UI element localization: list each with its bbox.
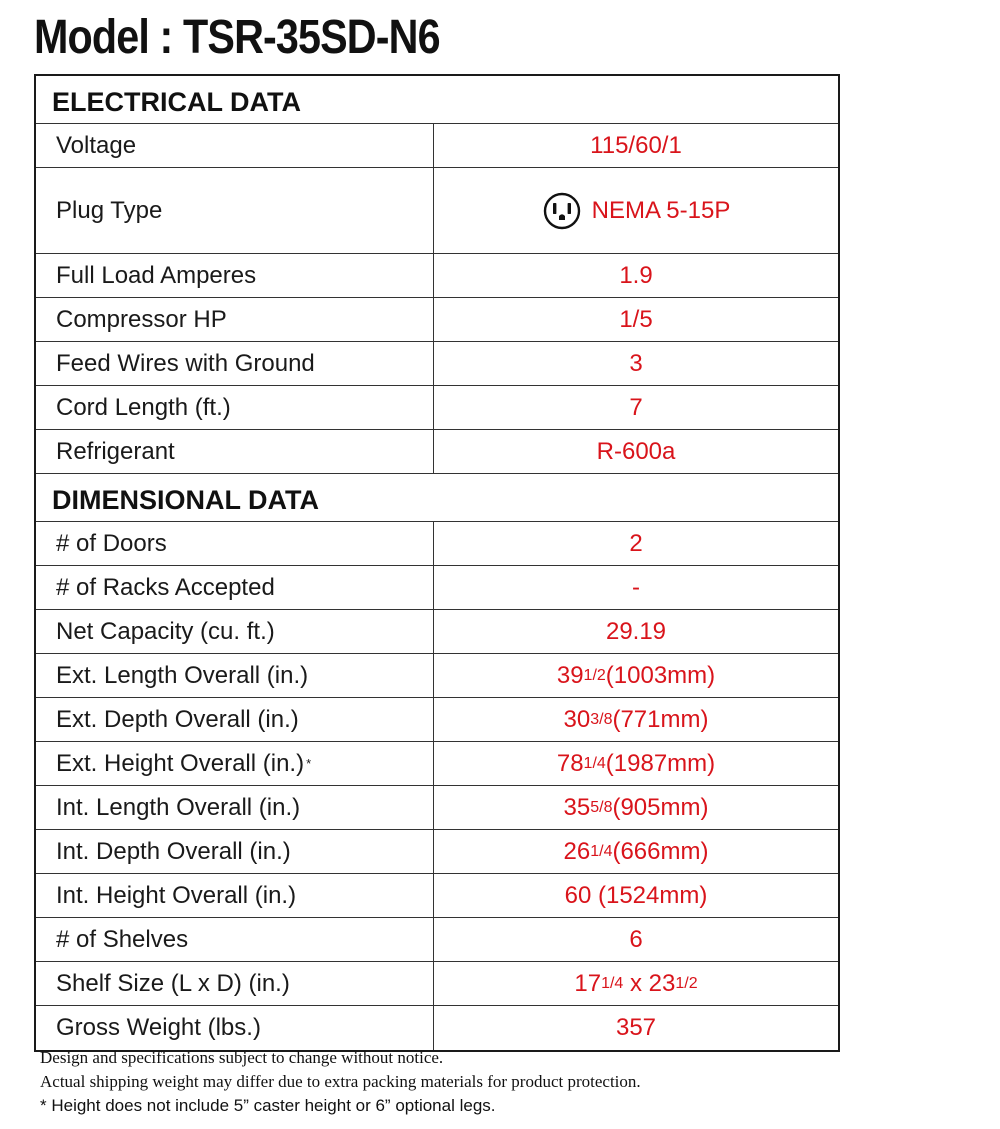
row-label: Int. Length Overall (in.)	[36, 786, 434, 829]
section-heading-electrical: ELECTRICAL DATA	[36, 76, 838, 124]
row-label: Shelf Size (L x D) (in.)	[36, 962, 434, 1005]
row-value: 1.9	[619, 261, 653, 289]
row-label: Int. Height Overall (in.)	[36, 874, 434, 917]
value-fraction: 1/2	[675, 974, 698, 992]
row-label: Refrigerant	[36, 430, 434, 473]
row-value	[434, 698, 838, 741]
table-row-refrigerant	[36, 430, 838, 474]
table-row-compressor-hp	[36, 298, 838, 342]
table-row-feed-wires	[36, 342, 838, 386]
table-row-plug-type	[36, 168, 838, 254]
footnote-design: Design and specifications subject to change without notice.	[40, 1048, 444, 1067]
value-metric: (1003mm)	[605, 661, 716, 689]
row-value: 3	[629, 349, 643, 377]
nema-plug-icon	[542, 191, 582, 231]
value-whole: 17	[574, 969, 602, 997]
table-row-voltage	[36, 124, 838, 168]
section-heading-dimensional: DIMENSIONAL DATA	[36, 474, 838, 522]
row-value: 115/60/1	[590, 131, 682, 159]
table-row-gross-weight	[36, 1006, 838, 1050]
row-label: Voltage	[36, 124, 434, 167]
table-row-net-capacity	[36, 610, 838, 654]
value-fraction: 1/4	[583, 754, 606, 772]
value-fraction: 1/4	[590, 842, 613, 860]
table-row-ext-length	[36, 654, 838, 698]
value-whole: 35	[563, 793, 591, 821]
table-row-racks	[36, 566, 838, 610]
spec-table	[34, 74, 840, 1052]
value-whole: 39	[556, 661, 584, 689]
row-label: Feed Wires with Ground	[36, 342, 434, 385]
row-label: Compressor HP	[36, 298, 434, 341]
row-label: Ext. Depth Overall (in.)	[36, 698, 434, 741]
row-value	[434, 742, 838, 785]
row-value: -	[632, 573, 640, 601]
row-value	[434, 654, 838, 697]
value-whole: 78	[556, 749, 584, 777]
row-label: Full Load Amperes	[36, 254, 434, 297]
value-fraction: 1/4	[601, 974, 624, 992]
page-title: Model : TSR-35SD-N6	[34, 11, 440, 64]
table-row-doors	[36, 522, 838, 566]
value-metric: (666mm)	[612, 837, 709, 865]
table-row-int-length	[36, 786, 838, 830]
row-label: # of Racks Accepted	[36, 566, 434, 609]
row-value	[434, 962, 838, 1005]
value-metric: (771mm)	[612, 705, 709, 733]
row-label: Ext. Height Overall (in.) *	[36, 742, 434, 785]
table-row-int-depth	[36, 830, 838, 874]
value-fraction: 5/8	[590, 798, 613, 816]
row-value: 2	[629, 529, 643, 557]
value-fraction: 3/8	[590, 710, 613, 728]
footnote-shipping: Actual shipping weight may differ due to extra packing materials for product protection.	[40, 1072, 641, 1091]
row-value	[434, 830, 838, 873]
value-metric: (1987mm)	[605, 749, 716, 777]
table-row-full-load-amperes	[36, 254, 838, 298]
table-row-ext-depth	[36, 698, 838, 742]
value-metric: (905mm)	[612, 793, 709, 821]
row-value: 29.19	[605, 617, 667, 645]
value-fraction: 1/2	[583, 666, 606, 684]
value-whole: 23	[648, 969, 676, 997]
row-value	[434, 786, 838, 829]
table-row-shelves	[36, 918, 838, 962]
table-row-int-height	[36, 874, 838, 918]
row-label: # of Shelves	[36, 918, 434, 961]
row-value: 1/5	[619, 305, 653, 333]
row-label: # of Doors	[36, 522, 434, 565]
row-value: R-600a	[596, 437, 676, 465]
table-row-cord-length	[36, 386, 838, 430]
row-value	[434, 168, 838, 253]
table-row-ext-height	[36, 742, 838, 786]
row-label: Int. Depth Overall (in.)	[36, 830, 434, 873]
row-label: Ext. Length Overall (in.)	[36, 654, 434, 697]
row-value: 60 (1524mm)	[564, 881, 708, 909]
row-label: Plug Type	[36, 168, 434, 253]
value-whole: 30	[563, 705, 591, 733]
footnote-height: * Height does not include 5” caster height or 6” optional legs.	[40, 1096, 496, 1115]
row-label-text: Ext. Height Overall (in.)	[56, 749, 305, 777]
row-label: Cord Length (ft.)	[36, 386, 434, 429]
footnotes	[40, 1046, 940, 1118]
plug-type-text: NEMA 5-15P	[591, 196, 731, 224]
row-value: 7	[629, 393, 643, 421]
row-label: Net Capacity (cu. ft.)	[36, 610, 434, 653]
value-separator: x	[623, 969, 649, 997]
value-whole: 26	[563, 837, 591, 865]
row-label: Gross Weight (lbs.)	[36, 1006, 434, 1050]
table-row-shelf-size	[36, 962, 838, 1006]
row-value: 6	[629, 925, 643, 953]
row-value: 357	[615, 1014, 657, 1041]
